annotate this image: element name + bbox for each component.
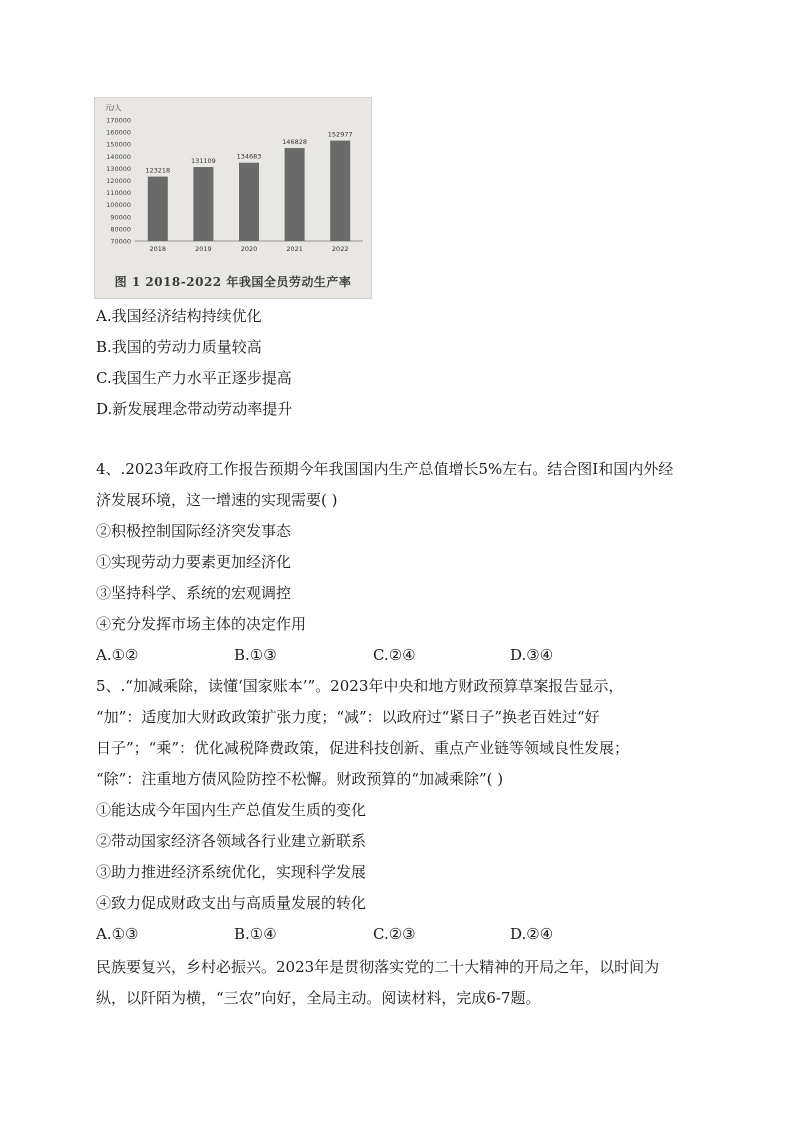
- q4-choice-c: C.②④: [373, 646, 416, 664]
- y-tick-label-6: 130000: [106, 164, 131, 173]
- q4-choice-b: B.①③: [234, 646, 277, 664]
- y-tick-label-1: 80000: [110, 225, 131, 234]
- q3-option-c: C.我国生产力水平正逐步提高: [96, 369, 292, 387]
- bar-2018: [148, 177, 168, 241]
- bar-chart-figure: [94, 97, 372, 299]
- material-line2: 纵，以阡陌为横，“三农”向好，全局主动。阅读材料，完成6-7题。: [96, 989, 541, 1007]
- q5-stem-line3: 日子”；“乘”：优化减税降费政策，促进科技创新、重点产业链等领域良性发展；: [96, 739, 630, 757]
- q4-item-2: ②积极控制国际经济突发事态: [96, 522, 292, 540]
- q3-option-a: A.我国经济结构持续优化: [96, 307, 262, 325]
- y-tick-label-3: 100000: [106, 201, 131, 210]
- x-tick-label-4: 2022: [331, 245, 349, 253]
- q5-item-1: ①能达成今年国内生产总值发生质的变化: [96, 801, 367, 819]
- q4-item-1: ①实现劳动力要素更加经济化: [96, 553, 292, 571]
- y-tick-label-10: 170000: [106, 116, 131, 125]
- bar-2020: [239, 163, 259, 241]
- q5-stem-line4: “除”：注重地方债风险防控不松懈。财政预算的“加减乘除”( ): [96, 770, 504, 788]
- y-tick-label-2: 90000: [110, 213, 131, 222]
- q5-choice-c: C.②③: [373, 925, 416, 943]
- y-tick-label-5: 120000: [106, 177, 131, 185]
- y-tick-label-4: 110000: [106, 189, 131, 198]
- q5-item-4: ④致力促成财政支出与高质量发展的转化: [96, 894, 367, 912]
- x-tick-label-1: 2019: [195, 245, 212, 253]
- q5-choice-b: B.①④: [234, 925, 277, 943]
- y-tick-label-9: 160000: [106, 128, 131, 137]
- q5-item-2: ②带动国家经济各领域各行业建立新联系: [96, 832, 367, 850]
- y-tick-label-7: 140000: [106, 152, 131, 161]
- x-tick-label-2: 2020: [240, 245, 258, 253]
- y-axis-label: 元/人: [105, 104, 122, 112]
- data-label-1: 131109: [190, 157, 216, 166]
- labor-productivity-chart: [95, 98, 371, 298]
- q4-choice-d: D.③④: [510, 646, 554, 664]
- q5-choice-a: A.①③: [96, 925, 139, 943]
- material-line1: 民族要复兴，乡村必振兴。2023年是贯彻落实党的二十大精神的开局之年，以时间为: [96, 958, 660, 976]
- x-tick-label-0: 2018: [149, 245, 167, 253]
- q5-stem-line2: “加”：适度加大财政政策扩张力度；“减”：以政府过“紧日子”换老百姓过“好: [96, 708, 600, 726]
- q3-option-d: D.新发展理念带动劳动率提升: [96, 400, 293, 418]
- bar-2021: [285, 148, 305, 241]
- bar-2022: [330, 141, 350, 241]
- q5-item-3: ③助力推进经济系统优化，实现科学发展: [96, 863, 367, 881]
- q5-stem-line1: 5、.“加减乘除，读懂‘国家账本’”。2023年中央和地方财政预算草案报告显示，: [96, 677, 624, 695]
- q4-item-3: ③坚持科学、系统的宏观调控: [96, 584, 292, 602]
- y-tick-label-8: 150000: [106, 140, 131, 149]
- q4-item-4: ④充分发挥市场主体的决定作用: [96, 615, 307, 633]
- q3-option-b: B.我国的劳动力质量较高: [96, 338, 262, 356]
- data-label-4: 152977: [327, 130, 353, 139]
- q4-choice-a: A.①②: [96, 646, 139, 664]
- q4-stem-line1: 4、.2023年政府工作报告预期今年我国国内生产总值增长5%左右。结合图I和国内外经: [96, 460, 674, 478]
- x-tick-label-3: 2021: [286, 245, 303, 253]
- data-label-3: 146828: [282, 138, 308, 147]
- q5-choice-d: D.②④: [510, 925, 554, 943]
- data-label-2: 134683: [236, 152, 262, 161]
- bar-2019: [193, 167, 213, 241]
- data-label-0: 123218: [145, 166, 171, 175]
- q4-stem-line2: 济发展环境，这一增速的实现需要( ): [96, 491, 338, 509]
- y-tick-label-0: 70000: [110, 237, 131, 246]
- chart-caption: 图 1 2018-2022 年我国全员劳动生产率: [114, 275, 352, 289]
